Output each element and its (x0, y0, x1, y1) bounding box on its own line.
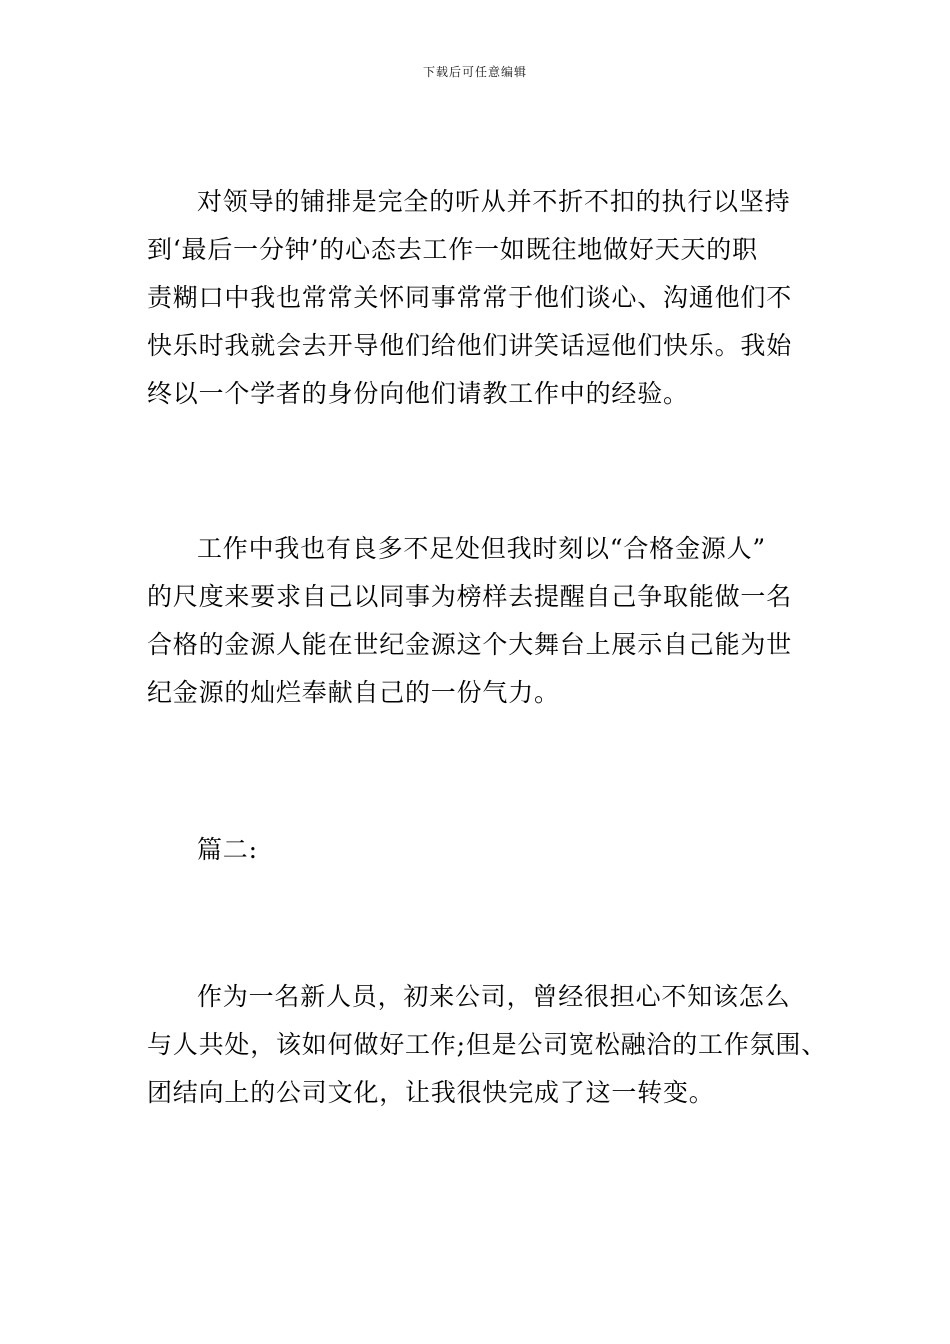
paragraph-line: 对领导的铺排是完全的听从并不折不扣的执行以坚持 (197, 187, 791, 216)
paragraph-line: 与人共处，该如何做好工作;但是公司宽松融洽的工作氛围、 (147, 1030, 828, 1059)
paragraph-line: 纪金源的灿烂奉献自己的一份气力。 (147, 678, 560, 707)
paragraph-line: 终以一个学者的身份向他们请教工作中的经验。 (147, 379, 689, 408)
header-note: 下载后可任意编辑 (422, 65, 527, 79)
paragraph-line: 工作中我也有良多不足处但我时刻以“合格金源人” (197, 534, 766, 563)
paragraph-leadership (147, 178, 807, 418)
paragraph-new-employee (147, 973, 828, 1117)
paragraph-line: 团结向上的公司文化，让我很快完成了这一转变。 (147, 1078, 715, 1107)
paragraph-line: 作为一名新人员，初来公司，曾经很担心不知该怎么 (197, 982, 791, 1011)
section-heading-text: 篇二: (197, 835, 258, 864)
paragraph-line: 合格的金源人能在世纪金源这个大舞台上展示自己能为世 (147, 630, 793, 659)
paragraph-line: 的尺度来要求自己以同事为榜样去提醒自己争取能做一名 (147, 582, 793, 611)
paragraph-shortcomings (147, 525, 807, 717)
paragraph-line: 到‘最后一分钟’的心态去工作一如既往地做好天天的职 (147, 235, 758, 264)
section-heading (147, 826, 807, 874)
paragraph-line: 快乐时我就会去开导他们给他们讲笑话逗他们快乐。我始 (147, 331, 793, 360)
paragraph-line: 责糊口中我也常常关怀同事常常于他们谈心、沟通他们不 (147, 283, 793, 312)
